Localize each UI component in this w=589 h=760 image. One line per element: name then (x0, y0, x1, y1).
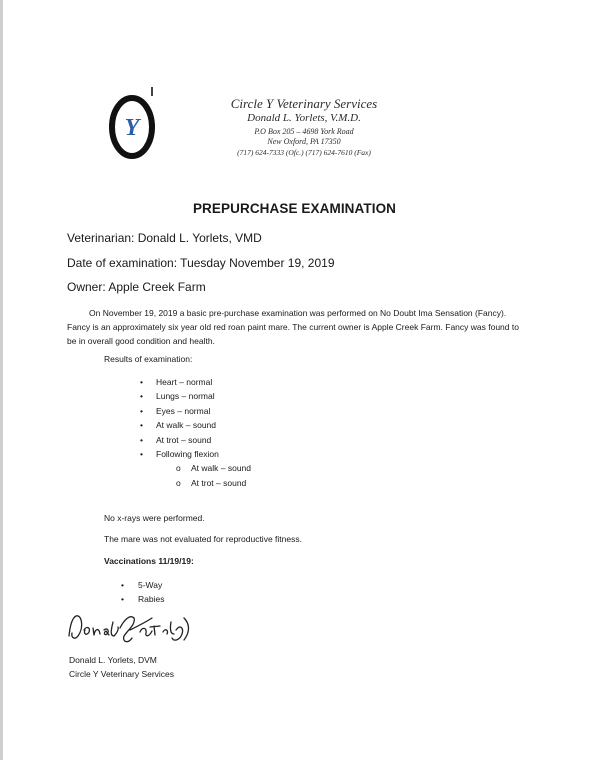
vaccination-text: Rabies (138, 594, 165, 605)
owner-line: Owner: Apple Creek Farm (67, 280, 206, 294)
result-text: Lungs – normal (156, 391, 215, 402)
xray-note: No x-rays were performed. (104, 513, 205, 523)
circle-bullet-icon: o (176, 463, 181, 474)
bullet-icon: • (121, 594, 124, 605)
bullet-icon: • (140, 420, 143, 431)
signatory-organization: Circle Y Veterinary Services (69, 669, 175, 679)
bullet-icon: • (140, 434, 143, 445)
list-item (176, 476, 251, 490)
flexion-sublist (176, 461, 251, 490)
bullet-icon: • (140, 391, 143, 402)
list-item (176, 461, 251, 475)
list-item (140, 418, 219, 432)
result-text: Eyes – normal (156, 405, 211, 416)
page-edge (0, 0, 3, 760)
reproductive-note: The mare was not evaluated for reproductive fitness. (104, 534, 302, 544)
signatory-name: Donald L. Yorlets, DVM (69, 655, 157, 665)
circle-bullet-icon: o (176, 477, 181, 488)
summary-paragraph: On November 19, 2019 a basic pre-purchase examination was performed on No Doubt Ima Sensation (Fancy). Fancy is an approximately six year old red roan paint mare. The current owner is Apple Creek Farm. Fancy was found to be in overall good condition and health. (67, 308, 519, 346)
list-item (140, 404, 219, 418)
list-item (121, 578, 164, 592)
bullet-icon: • (140, 377, 143, 387)
vaccinations-heading: Vaccinations 11/19/19: (104, 556, 194, 566)
list-item (140, 447, 252, 488)
vaccination-text: 5-Way (138, 580, 163, 590)
flexion-result-text: At walk – sound (191, 463, 252, 474)
list-item (140, 433, 219, 447)
document-title: PREPURCHASE EXAMINATION (192, 201, 397, 216)
result-text: At trot – sound (156, 434, 212, 445)
letterhead-doctor: Donald L. Yorlets, V.M.D. (247, 112, 361, 124)
svg-text:Y: Y (124, 115, 140, 141)
results-label: Results of examination: (104, 354, 193, 364)
bullet-icon: • (140, 405, 143, 416)
handwritten-signature (64, 600, 194, 652)
result-text: Following flexion (156, 448, 219, 459)
result-text: At walk – sound (156, 420, 217, 431)
letterhead-address-line1: P.O Box 205 – 4698 York Road (254, 127, 354, 136)
letterhead-address-line2: New Oxford, PA 17350 (267, 137, 341, 146)
letterhead-phone: (717) 624-7333 (Ofc.) (717) 624-7610 (Fax) (237, 148, 371, 157)
result-text: Heart – normal (156, 377, 213, 387)
circle-y-logo-icon (108, 94, 156, 160)
results-list (140, 375, 252, 488)
list-item (140, 389, 219, 403)
bullet-icon: • (121, 580, 124, 590)
bullet-icon: • (140, 448, 143, 459)
veterinarian-line: Veterinarian: Donald L. Yorlets, VMD (67, 231, 262, 245)
flexion-result-text: At trot – sound (191, 477, 247, 488)
list-item (140, 375, 219, 389)
exam-date-line: Date of examination: Tuesday November 19, 2019 (67, 256, 335, 270)
practice-name: Circle Y Veterinary Services (230, 96, 378, 111)
